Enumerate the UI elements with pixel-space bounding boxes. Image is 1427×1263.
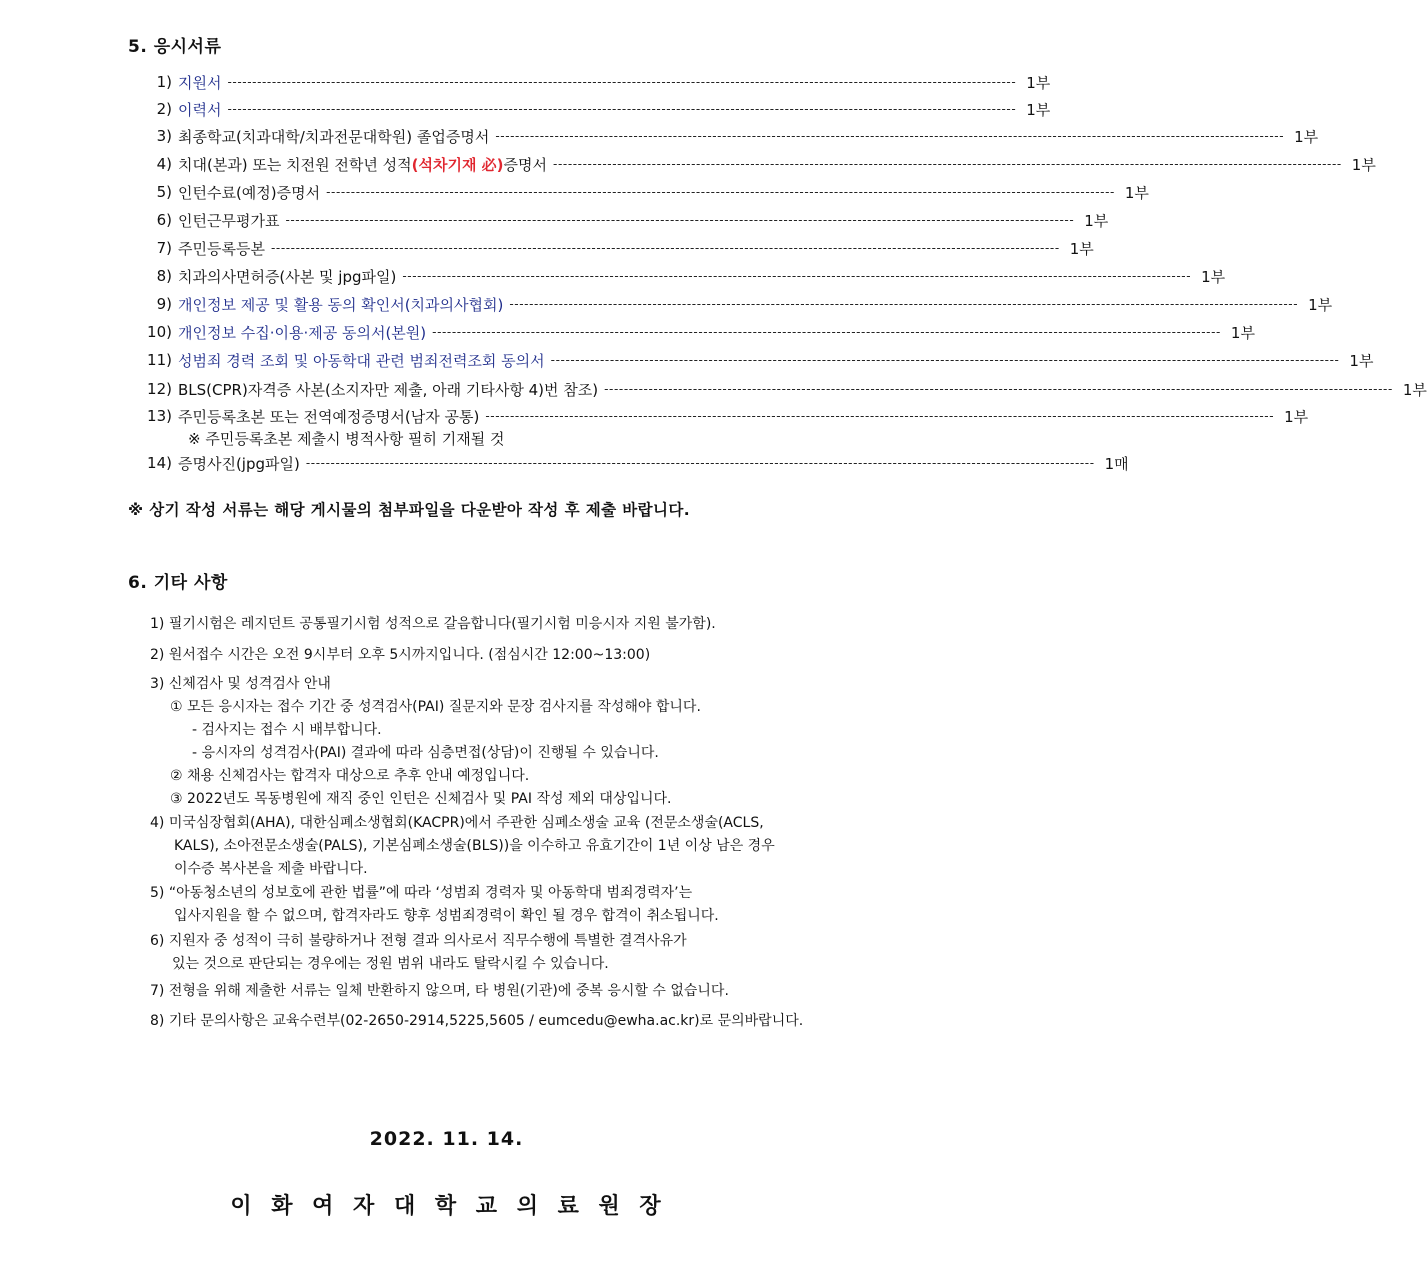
doc-num: 12) [147,380,172,398]
doc-item-2 [120,97,1051,121]
doc-item-5 [120,180,1149,204]
note-item-5-line-1: 5) “아동청소년의 성보호에 관한 법률”에 따라 ‘성범죄 경력자 및 아동학대 범죄경력자’는 [150,885,693,901]
note-item-2: 2) 원서접수 시간은 오전 9시부터 오후 5시까지입니다. (점심시간 12:00~13:00) [150,647,651,663]
note-item-3: 3) 신체검사 및 성격검사 안내 [150,676,331,692]
leader-dots: ---------------------------------------------------------------------------------------------------------------------------------------------------------------- [509,297,1299,311]
leader-dots: ---------------------------------------------------------------------------------------------------------------------------------------------------------------- [485,409,1275,423]
doc-label-privacy-consent-association: 개인정보 제공 및 활용 동의 확인서(치과의사협회) [178,295,504,314]
leader-dots: ---------------------------------------------------------------------------------------------------------------------------------------------------------------- [285,213,1075,227]
leader-dots: ---------------------------------------------------------------------------------------------------------------------------------------------------------------- [553,157,1342,171]
leader-dots: ---------------------------------------------------------------------------------------------------------------------------------------------------------------- [305,456,1095,470]
doc-num: 1) [156,73,172,91]
leader-dots: ---------------------------------------------------------------------------------------------------------------------------------------------------------------- [550,353,1340,367]
doc-label-criminal-record-consent: 성범죄 경력 조회 및 아동학대 관련 범죄전력조회 동의서 [178,351,545,370]
doc-item-3 [120,124,1319,148]
note-item-4-line-3: 이수증 복사본을 제출 바랍니다. [174,861,368,877]
doc-qty: 1부 [1351,155,1376,174]
doc-qty: 1부 [1084,211,1109,230]
doc-num: 8) [156,267,172,285]
doc-label-bls-certificate: BLS(CPR)자격증 사본(소지자만 제출, 아래 기타사항 4)번 참조) [178,380,599,399]
doc-label-resume: 이력서 [178,100,222,119]
doc-item-11 [120,348,1374,372]
doc-label-internship-completion: 인턴수료(예정)증명서 [178,183,321,202]
doc-item-9 [120,292,1333,316]
leader-dots: ---------------------------------------------------------------------------------------------------------------------------------------------------------------- [402,269,1192,283]
doc-qty: 1부 [1284,407,1309,426]
leader-dots: ---------------------------------------------------------------------------------------------------------------------------------------------------------------- [227,75,1017,89]
doc-qty: 1부 [1230,323,1255,342]
issuer-signature: 이 화 여 자 대 학 교 의 료 원 장 [230,1194,663,1219]
leader-dots: ---------------------------------------------------------------------------------------------------------------------------------------------------------------- [227,102,1017,116]
doc-label-transcript-pre: 치대(본과) 또는 치전원 전학년 성적 [178,155,412,174]
doc-item-6 [120,208,1109,232]
note-item-4-line-1: 4) 미국심장협회(AHA), 대한심폐소생협회(KACPR)에서 주관한 심폐소생술 교육 (전문소생술(ACLS, [150,815,764,831]
rank-required-highlight: (석차기재 必) [411,155,504,174]
note-item-8: 8) 기타 문의사항은 교육수련부(02-2650-2914,5225,5605 / eumcedu@ewha.ac.kr)로 문의바랍니다. [150,1013,804,1029]
note-item-6-line-1: 6) 지원자 중 성적이 극히 불량하거나 전형 결과 의사로서 직무수행에 특별한 결격사유가 [150,933,687,949]
doc-qty: 1부 [1124,183,1149,202]
doc-qty: 1부 [1026,73,1051,92]
doc-qty: 1부 [1349,351,1374,370]
leader-dots: ---------------------------------------------------------------------------------------------------------------------------------------------------------------- [326,185,1115,199]
doc-item-7 [120,236,1094,260]
note-item-4-line-2: KALS), 소아전문소생술(PALS), 기본심폐소생술(BLS))을 이수하고 유효기간이 1년 이상 남은 경우 [174,838,775,854]
doc-qty: 1부 [1026,100,1051,119]
note-item-1: 1) 필기시험은 레지던트 공통필기시험 성적으로 갈음합니다(필기시험 미응시자 지원 불가함). [150,616,716,632]
section-6-title: 6. 기타 사항 [128,573,228,593]
leader-dots: ---------------------------------------------------------------------------------------------------------------------------------------------------------------- [270,241,1060,255]
doc-num: 14) [147,454,172,472]
doc-label-dental-license: 치과의사면허증(사본 및 jpg파일) [178,267,397,286]
doc-item-8 [120,264,1226,288]
issue-date: 2022. 11. 14. [369,1128,524,1150]
note-item-3-a-2: - 응시자의 성격검사(PAI) 결과에 따라 심층면접(상담)이 진행될 수 있습니다. [192,745,659,761]
doc-qty: 1부 [1308,295,1333,314]
doc-13-note: ※ 주민등록초본 제출시 병적사항 필히 기재될 것 [188,430,505,448]
doc-num: 13) [147,407,172,425]
doc-label-transcript [178,154,547,175]
leader-dots: ---------------------------------------------------------------------------------------------------------------------------------------------------------------- [604,382,1393,396]
doc-num: 6) [156,211,172,229]
note-item-3-a-1: - 검사지는 접수 시 배부합니다. [192,722,382,738]
doc-item-14 [120,451,1129,475]
note-item-7: 7) 전형을 위해 제출한 서류는 일체 반환하지 않으며, 타 병원(기관)에 중복 응시할 수 없습니다. [150,983,729,999]
note-item-5-line-2: 입사지원을 할 수 없으며, 합격자라도 향후 성범죄경력이 확인 될 경우 합격이 취소됩니다. [174,908,719,924]
doc-qty: 1매 [1104,454,1129,473]
note-item-3-a: ① 모든 응시자는 접수 기간 중 성격검사(PAI) 질문지와 문장 검사지를 작성해야 합니다. [170,699,701,715]
leader-dots: ---------------------------------------------------------------------------------------------------------------------------------------------------------------- [495,129,1285,143]
note-item-3-c: ③ 2022년도 목동병원에 재직 중인 인턴은 신체검사 및 PAI 작성 제외 대상입니다. [170,791,672,807]
doc-num: 9) [156,295,172,313]
doc-qty: 1부 [1069,239,1094,258]
doc-item-1 [120,70,1051,94]
doc-label-graduation-certificate: 최종학교(치과대학/치과전문대학원) 졸업증명서 [178,127,490,146]
submission-notice: ※ 상기 작성 서류는 해당 게시물의 첨부파일을 다운받아 작성 후 제출 바랍니다. [128,501,691,519]
doc-label-photo: 증명사진(jpg파일) [178,454,300,473]
doc-label-application-form: 지원서 [178,73,222,92]
doc-num: 2) [156,100,172,118]
doc-label-intern-evaluation: 인턴근무평가표 [178,211,280,230]
doc-num: 5) [156,183,172,201]
doc-label-resident-registration: 주민등록등본 [178,239,265,258]
doc-item-10 [120,320,1255,344]
doc-num: 3) [156,127,172,145]
doc-label-privacy-consent-hospital: 개인정보 수집·이용·제공 동의서(본원) [178,323,427,342]
note-item-6-line-2: 있는 것으로 판단되는 경우에는 정원 범위 내라도 탈락시킬 수 있습니다. [172,956,609,972]
doc-num: 10) [147,323,172,341]
doc-item-13 [120,404,1309,428]
doc-label-transcript-post: 증명서 [503,155,548,174]
doc-item-4 [120,152,1376,176]
doc-num: 11) [147,351,172,369]
section-5-title: 5. 응시서류 [128,37,222,57]
doc-num: 7) [156,239,172,257]
doc-label-registration-abstract: 주민등록초본 또는 전역예정증명서(남자 공통) [178,407,480,426]
note-item-3-b: ② 채용 신체검사는 합격자 대상으로 추후 안내 예정입니다. [170,768,530,784]
doc-qty: 1부 [1294,127,1319,146]
doc-qty: 1부 [1201,267,1226,286]
leader-dots: ---------------------------------------------------------------------------------------------------------------------------------------------------------------- [432,325,1221,339]
doc-item-12 [120,377,1427,401]
doc-num: 4) [156,155,172,173]
doc-qty: 1부 [1402,380,1427,399]
